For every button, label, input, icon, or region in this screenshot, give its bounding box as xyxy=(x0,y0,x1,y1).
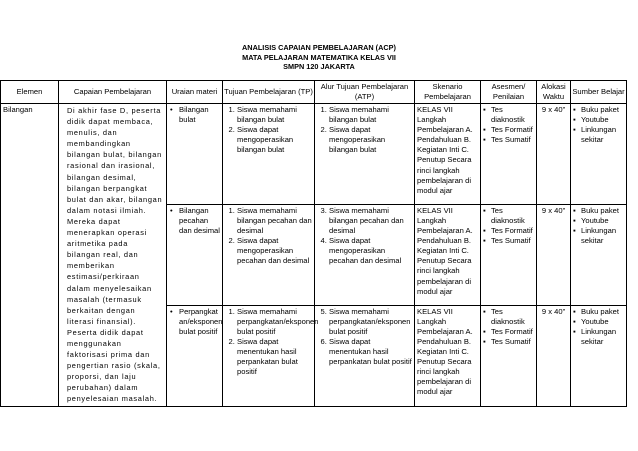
alokasi-cell: 9 x 40” xyxy=(537,104,571,205)
acp-table xyxy=(0,80,627,407)
header-skenario: Skenario Pembelajaran xyxy=(415,81,481,104)
tp-cell xyxy=(223,204,315,305)
list-item: ▪ Tes Sumatif xyxy=(491,135,534,145)
list-item: 4. Siswa dapat mengoperasikan pecahan dan desimal xyxy=(329,236,412,266)
header-capaian: Capaian Pembelajaran xyxy=(59,81,167,104)
atp-cell xyxy=(315,204,415,305)
capaian-cell: Di akhir fase D, peserta didik dapat membaca, menulis, dan membandingkan bilangan bulat, bilangan rasional dan irasional, bilangan desimal, bilangan berpangkat bulat dan akar, bilangan dalam notasi ilmiah. Mereka dapat menerapkan operasi aritmetika pada bilangan real, dan memberikan estimasi/perkiraan dalam menyelesaikan masalah (termasuk berkaitan dengan literasi finansial). Peserta didik dapat menggunakan faktorisasi prima dan pengertian rasio (skala, proporsi, dan laju perubahan) dalam penyelesaian masalah. xyxy=(59,104,167,407)
list-item: ▪ Tes diaknostik xyxy=(491,307,534,327)
atp-cell xyxy=(315,104,415,205)
header-tp: Tujuan Pembelajaran (TP) xyxy=(223,81,315,104)
sumber-cell xyxy=(571,204,627,305)
header-elemen: Elemen xyxy=(1,81,59,104)
list-item: 2. Siswa dapat menentukan hasil perpankatan bulat positif xyxy=(237,337,312,377)
title-line-3: SMPN 120 JAKARTA xyxy=(283,62,355,72)
table-row xyxy=(1,104,627,205)
list-item: 2. Siswa dapat mengoperasikan pecahan dan desimal xyxy=(237,236,312,266)
atp-cell xyxy=(315,305,415,406)
tp-cell xyxy=(223,104,315,205)
list-item: 1. Siswa memahami bilangan bulat xyxy=(329,105,412,125)
list-item: ▪ Youtube xyxy=(581,216,624,226)
list-item: ▪ Buku paket xyxy=(581,206,624,216)
list-item: 6. Siswa dapat menentukan hasil perpankatan bulat positif xyxy=(329,337,412,367)
list-item: 1. Siswa memahami perpangkatan/eksponen bulat positif xyxy=(237,307,312,337)
asesmen-cell xyxy=(481,204,537,305)
document-title xyxy=(0,43,638,72)
list-item: ▪ Tes diaknostik xyxy=(491,206,534,226)
title-line-1: ANALISIS CAPAIAN PEMBELAJARAN (ACP) xyxy=(242,43,396,52)
materi-cell xyxy=(167,104,223,205)
header-atp: Alur Tujuan Pembelajaran (ATP) xyxy=(315,81,415,104)
header-uraian-materi: Uraian materi xyxy=(167,81,223,104)
alokasi-cell: 9 x 40” xyxy=(537,305,571,406)
list-item: ▪ Youtube xyxy=(581,115,624,125)
list-item: ▪ Buku paket xyxy=(581,105,624,115)
list-item: ▪ Tes Formatif xyxy=(491,125,534,135)
list-item: ▪ Tes Sumatif xyxy=(491,337,534,347)
table-header-row xyxy=(1,81,627,104)
list-item: ▪ Linkungan sekitar xyxy=(581,327,624,347)
list-item: ▪ Tes diaknostik xyxy=(491,105,534,125)
list-item: 1. Siswa memahami bilangan bulat xyxy=(237,105,312,125)
list-item: ▪ Tes Formatif xyxy=(491,327,534,337)
tp-cell xyxy=(223,305,319,406)
asesmen-cell xyxy=(481,104,537,205)
elemen-cell: Bilangan xyxy=(1,104,59,407)
list-item: 1. Siswa memahami bilangan pecahan dan desimal xyxy=(237,206,312,236)
header-alokasi: Alokasi Waktu xyxy=(537,81,571,104)
list-item: • Perpangkat an/eksponen bulat positif xyxy=(179,307,220,337)
materi-cell xyxy=(167,305,223,406)
materi-cell xyxy=(167,204,223,305)
list-item: ▪ Youtube xyxy=(581,317,624,327)
list-item: 2. Siswa dapat mengoperasikan bilangan bulat xyxy=(237,125,312,155)
list-item: 3. Siswa memahami bilangan pecahan dan desimal xyxy=(329,206,412,236)
header-asesmen: Asesmen/ Penilaian xyxy=(481,81,537,104)
sumber-cell xyxy=(571,305,627,406)
skenario-cell: KELAS VII Langkah Pembelajaran A. Pendahuluan B. Kegiatan Inti C. Penutup Secara rinci langkah pembelajaran di modul ajar xyxy=(415,305,481,406)
title-line-2: MATA PELAJARAN MATEMATIKA KELAS VII xyxy=(242,52,396,62)
header-sumber: Sumber Belajar xyxy=(571,81,627,104)
list-item: • Bilangan pecahan dan desimal xyxy=(179,206,220,236)
list-item: • Bilangan bulat xyxy=(179,105,220,125)
list-item: ▪ Linkungan sekitar xyxy=(581,226,624,246)
sumber-cell xyxy=(571,104,627,205)
skenario-cell: KELAS VII Langkah Pembelajaran A. Pendahuluan B. Kegiatan Inti C. Penutup Secara rinci langkah pembelajaran di modul ajar xyxy=(415,204,481,305)
list-item: ▪ Tes Formatif xyxy=(491,226,534,236)
list-item: ▪ Buku paket xyxy=(581,307,624,317)
list-item: ▪ Linkungan sekitar xyxy=(581,125,624,145)
alokasi-cell: 9 x 40” xyxy=(537,204,571,305)
asesmen-cell xyxy=(481,305,537,406)
list-item: 5. Siswa memahami perpangkatan/eksponen bulat positif xyxy=(329,307,412,337)
list-item: ▪ Tes Sumatif xyxy=(491,236,534,246)
skenario-cell: KELAS VII Langkah Pembelajaran A. Pendahuluan B. Kegiatan Inti C. Penutup Secara rinci langkah pembelajaran di modul ajar xyxy=(415,104,481,205)
list-item: 2. Siswa dapat mengoperasikan bilangan bulat xyxy=(329,125,412,155)
